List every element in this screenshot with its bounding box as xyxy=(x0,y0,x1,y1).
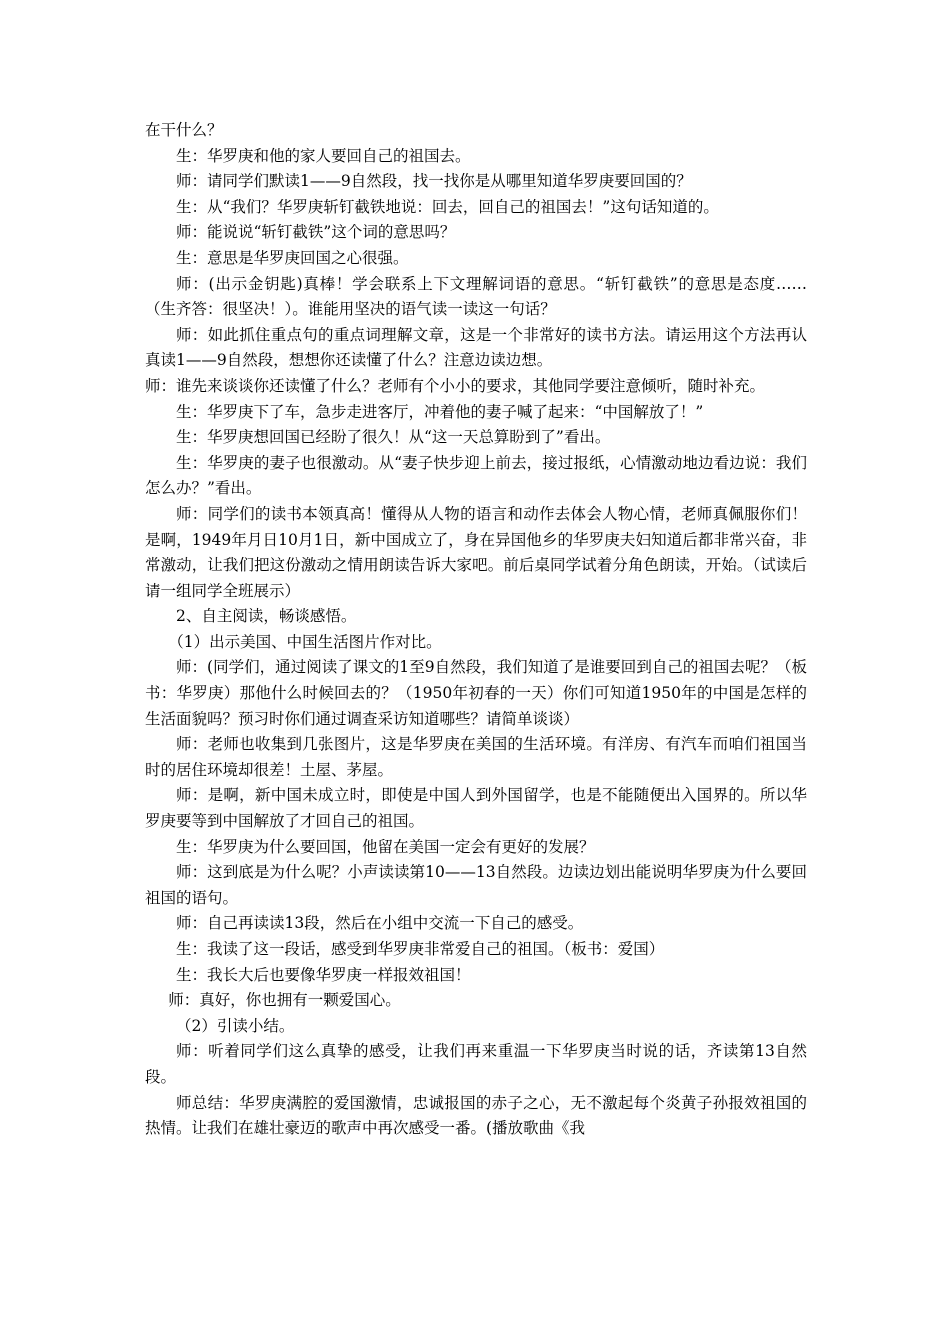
paragraph: 生：意思是华罗庚回国之心很强。 xyxy=(176,248,409,267)
paragraph: 师：老师也收集到几张图片，这是华罗庚在美国的生活环境。有洋房、有汽车而咱们祖国当时的居住环境却很差！土屋、茅屋。 xyxy=(145,735,807,779)
paragraph: 师总结：华罗庚满腔的爱国激情，忠诚报国的赤子之心，无不激起每个炎黄子孙报效祖国的热情。让我们在雄壮豪迈的歌声中再次感受一番。(播放歌曲《我 xyxy=(145,1093,807,1138)
paragraph: 在干什么？ xyxy=(145,121,223,139)
paragraph: 生：我长大后也要像华罗庚一样报效祖国！ xyxy=(176,965,471,984)
paragraph: 师：(出示金钥匙)真棒！学会联系上下文理解词语的意思。“斩钉截铁”的意思是态度……（生齐答：很坚决！）。谁能用坚决的语气读一读这一句话？ xyxy=(145,274,807,319)
paragraph: （2）引读小结。 xyxy=(176,1016,295,1035)
paragraph: （1）出示美国、中国生活图片作对比。 xyxy=(168,632,442,651)
paragraph: 师：这到底是为什么呢？小声读读第10——13自然段。边读边划出能说明华罗庚为什么要回祖国的语句。 xyxy=(145,863,807,907)
paragraph: 生：华罗庚和他的家人要回自己的祖国去。 xyxy=(176,146,471,165)
paragraph: 师：谁先来谈谈你还读懂了什么？老师有个小小的要求，其他同学要注意倾听，随时补充。 xyxy=(145,376,766,395)
paragraph: 师：(同学们，通过阅读了课文的1至9自然段，我们知道了是谁要回到自己的祖国去呢？（板书：华罗庚）那他什么时候回去的？（1950年初春的一天）你们可知道1950年的中国是怎样的生活面貌吗？预习时你们通过调查采访知道哪些？请简单谈谈） xyxy=(145,658,807,728)
paragraph: 生：华罗庚为什么要回国，他留在美国一定会有更好的发展？ xyxy=(176,837,595,856)
paragraph: 生：华罗庚想回国已经盼了很久！从“这一天总算盼到了”看出。 xyxy=(176,428,611,447)
paragraph: 2、自主阅读，畅谈感悟。 xyxy=(176,607,357,626)
paragraph: 师：请同学们默读1——9自然段，找一找你是从哪里知道华罗庚要回国的？ xyxy=(176,172,692,191)
paragraph: 师：自己再读读13段，然后在小组中交流一下自己的感受。 xyxy=(176,914,584,933)
paragraph: 师：真好，你也拥有一颗爱国心。 xyxy=(168,991,401,1010)
paragraph: 师：是啊，新中国未成立时，即使是中国人到外国留学，也是不能随便出入国界的。所以华罗庚要等到中国解放了才回自己的祖国。 xyxy=(145,786,807,831)
paragraph: 师：如此抓住重点句的重点词理解文章，这是一个非常好的读书方法。请运用这个方法再认真读1——9自然段，想想你还读懂了什么？注意边读边想。 xyxy=(145,325,807,370)
document-page xyxy=(145,118,807,1142)
paragraph: 生：我读了这一段话，感受到华罗庚非常爱自己的祖国。（板书：爱国） xyxy=(176,940,665,958)
paragraph: 生：华罗庚下了车，急步走进客厅，冲着他的妻子喊了起来：“中国解放了！” xyxy=(176,402,704,421)
paragraph: 师：同学们的读书本领真高！懂得从人物的语言和动作去体会人物心情，老师真佩服你们！是啊，1949年月日10月1日，新中国成立了，身在异国他乡的华罗庚夫妇知道后都非常兴奋，非常激动，让我们把这份激动之情用朗读告诉大家吧。前后桌同学试着分角色朗读，开始。（试读后请一组同学全班展示） xyxy=(145,504,807,600)
paragraph: 师：能说说“斩钉截铁”这个词的意思吗？ xyxy=(176,223,456,242)
paragraph: 师：听着同学们这么真挚的感受，让我们再来重温一下华罗庚当时说的话，齐读第13自然段。 xyxy=(145,1042,807,1086)
paragraph: 生：华罗庚的妻子也很激动。从“妻子快步迎上前去，接过报纸，心情激动地边看边说：我们怎么办？”看出。 xyxy=(145,453,807,498)
paragraph: 生：从“我们？华罗庚斩钉截铁地说：回去，回自己的祖国去！”这句话知道的。 xyxy=(176,197,719,216)
